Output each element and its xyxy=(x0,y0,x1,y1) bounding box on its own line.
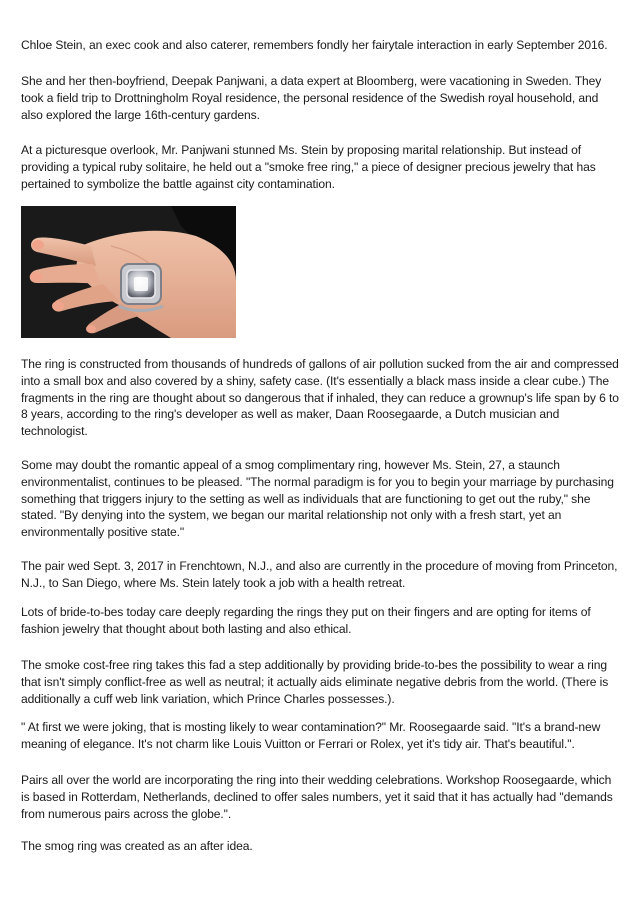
article-paragraph-11: The smog ring was created as an after idea. xyxy=(21,839,253,853)
article-paragraph-7: Lots of bride-to-bes today care deeply regarding the rings they put on their fingers and are opting for items of fashion jewelry that thought about both lasting and also ethical. xyxy=(21,605,591,636)
nail-little xyxy=(86,325,96,333)
article-paragraph-2: She and her then-boyfriend, Deepak Panjwani, a data expert at Bloomberg, were vacationing in Sweden. They took a field trip to Drottningholm Royal residence, the personal residence of the Swedish royal household, and also explored the large 16th-century gardens. xyxy=(21,74,602,122)
article-paragraph-8: The smoke cost-free ring takes this fad a step additionally by providing bride-to-bes the possibility to wear a ring that isn't simply conflict-free as well as neutral; it actually aids eliminate negative debris from the world. (There is additionally a cuff web link variation, which Prince Charles possesses.). xyxy=(21,658,609,706)
article-paragraph-1: Chloe Stein, an exec cook and also caterer, remembers fondly her fairytale interaction in early September 2016. xyxy=(21,38,608,52)
nail-ring xyxy=(52,301,64,311)
ring-hand-image xyxy=(21,206,236,338)
article-paragraph-4: The ring is constructed from thousands of hundreds of gallons of air pollution sucked from the air and compressed into a small box and also covered by a shiny, safety case. (It's essentially a black mass inside a clear cube.) The fragments in the ring are thought about so dangerous that if inhaled, they can reduce a grownup's life span by 6 to 8 years, according to the ring's developer as well as maker, Daan Roosegaarde, a Dutch musician and technologist. xyxy=(21,357,619,439)
article-paragraph-10: Pairs all over the world are incorporating the ring into their wedding celebrations. Workshop Roosegaarde, which is based in Rotterdam, Netherlands, declined to offer sales numbers, yet it said that it has actually had "demands from numerous pairs across the globe.". xyxy=(21,773,613,821)
article-paragraph-6: The pair wed Sept. 3, 2017 in Frenchtown, N.J., and also are currently in the procedure of moving from Princeton, N.J., to San Diego, where Ms. Stein lately took a job with a health retreat. xyxy=(21,559,618,590)
smog-ring xyxy=(119,264,163,311)
nail-middle xyxy=(30,272,42,282)
article-paragraph-3: At a picturesque overlook, Mr. Panjwani stunned Ms. Stein by proposing marital relationship. But instead of providing a typical ruby solitaire, he held out a "smoke free ring," a piece of designer precious jewelry that has pertained to symbolize the battle against city contamination. xyxy=(21,143,596,191)
article-paragraph-5: Some may doubt the romantic appeal of a smog complimentary ring, however Ms. Stein, 27, a staunch environmentalist, continues to be pleased. "The normal paradigm is for you to begin your marriage by purchasing something that triggers injury to the setting as well as individuals that are functioning to get out the ruby," she stated. "By denying into the system, we began our marital relationship not only with a fresh start, yet an environmentally positive state." xyxy=(21,458,614,540)
ring-hand-photo xyxy=(21,206,236,338)
article-paragraph-9: " At first we were joking, that is mosting likely to wear contamination?" Mr. Roosegaarde said. "It's a brand-new meaning of elegance. It's not charm like Louis Vuitton or Ferrari or Rolex, yet it's tidy air. That's beautiful.". xyxy=(21,720,601,751)
nail-index xyxy=(32,240,44,250)
